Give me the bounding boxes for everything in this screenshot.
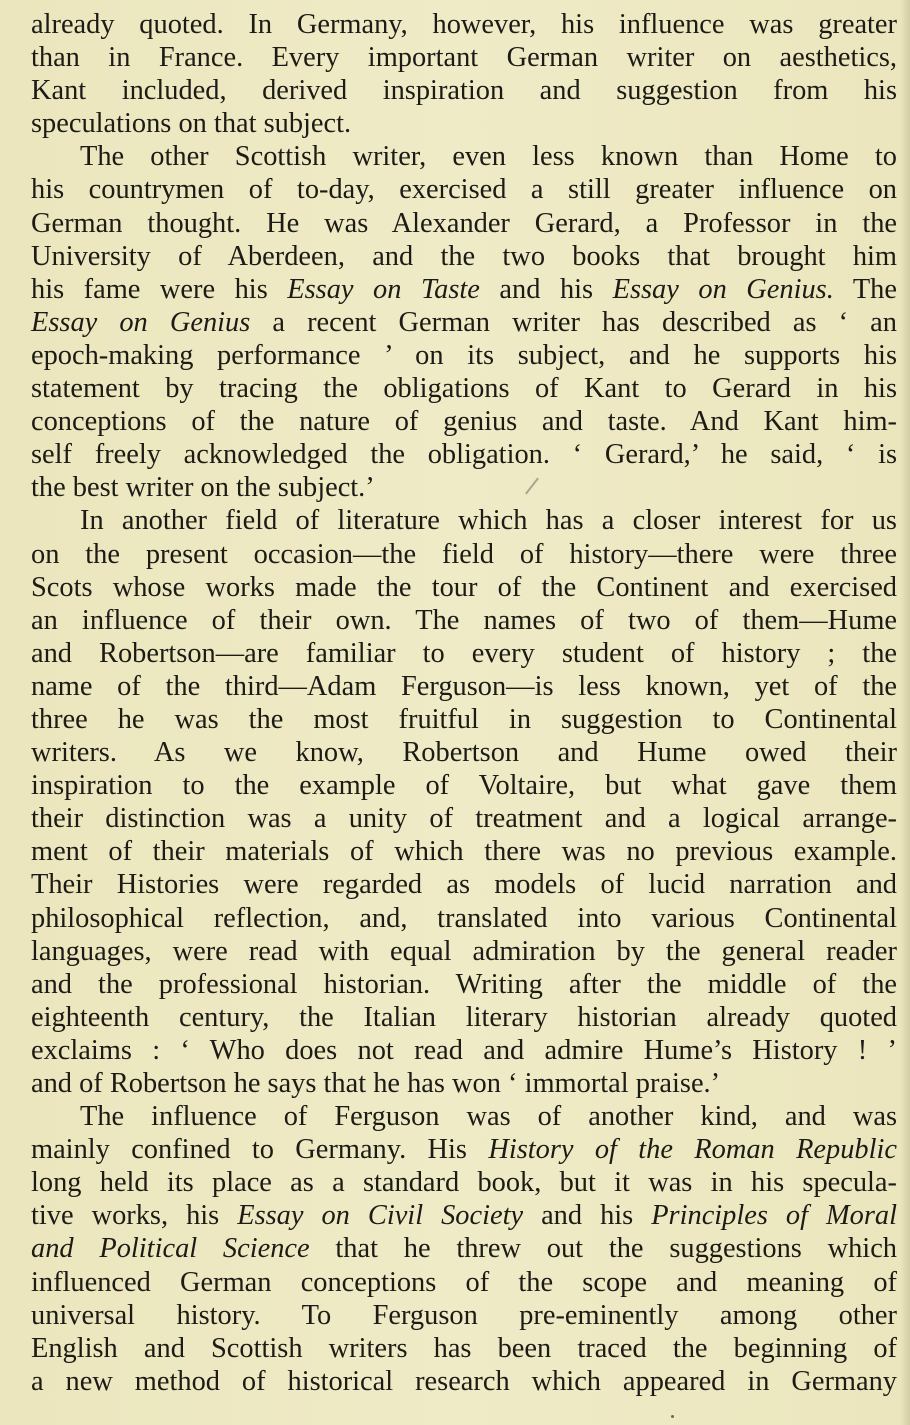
text-line bbox=[31, 703, 897, 736]
text-line bbox=[31, 471, 897, 504]
text-segment: The other Scottish writer, even less known than Home to bbox=[80, 141, 897, 173]
text-line bbox=[31, 835, 897, 868]
text-segment: languages, were read with equal admiration by the general reader bbox=[31, 935, 897, 967]
text-segment: speculations on that subject. bbox=[31, 108, 352, 140]
text-line bbox=[31, 504, 897, 537]
text-segment: exclaims : ‘ Who does not read and admire Hume’s History ! ’ bbox=[31, 1034, 897, 1066]
text-segment: self freely acknowledged the obligation. ‘ Gerard,’ he said, ‘ is bbox=[31, 439, 897, 471]
text-line bbox=[31, 173, 897, 206]
text-line bbox=[31, 1199, 897, 1232]
text-segment: philosophical reflection, and, translated into various Continental bbox=[31, 902, 897, 934]
text-line bbox=[31, 372, 897, 405]
text-segment: The influence of Ferguson was of another kind, and was bbox=[80, 1101, 897, 1133]
text-line bbox=[31, 41, 897, 74]
text-line bbox=[31, 670, 897, 703]
text-line bbox=[31, 1365, 897, 1398]
text-segment: long held its place as a standard book, but it was in his specula- bbox=[31, 1167, 897, 1199]
text-segment: than in France. Every important German writer on aesthetics, bbox=[31, 42, 897, 74]
text-segment: statement by tracing the obligations of Kant to Gerard in his bbox=[31, 373, 897, 405]
text-segment: already quoted. In Germany, however, his influence was greater bbox=[31, 9, 897, 40]
text-line bbox=[31, 438, 897, 471]
text-segment: influenced German conceptions of the scope and meaning of bbox=[31, 1266, 897, 1298]
text-segment: universal history. To Ferguson pre-eminently among other bbox=[31, 1299, 897, 1331]
text-segment: on the present occasion—the field of history—there were three bbox=[31, 538, 897, 570]
text-segment: that he threw out the suggestions which bbox=[309, 1233, 897, 1265]
text-line bbox=[31, 802, 897, 835]
text-segment: tive works, his bbox=[31, 1200, 238, 1232]
text-line bbox=[31, 637, 897, 670]
text-line bbox=[31, 339, 897, 372]
text-segment: eighteenth century, the Italian literary historian already quoted bbox=[31, 1001, 897, 1033]
text-line bbox=[31, 1133, 897, 1166]
text-segment: writers. As we know, Robertson and Hume owed their bbox=[31, 737, 897, 769]
text-segment: and Robertson—are familiar to every student of history ; the bbox=[31, 637, 897, 669]
italic-title: Essay on Genius bbox=[31, 306, 251, 338]
text-segment: and the professional historian. Writing after the middle of the bbox=[31, 968, 897, 1000]
text-line bbox=[31, 1067, 897, 1100]
text-line bbox=[31, 8, 897, 41]
text-segment: German thought. He was Alexander Gerard, a Professor in the bbox=[31, 207, 897, 239]
text-segment: a new method of historical research which appeared in Germany bbox=[31, 1365, 897, 1397]
text-line bbox=[31, 1100, 897, 1133]
italic-title: Essay on Taste bbox=[287, 273, 480, 305]
text-segment: a recent German writer has described as ‘ an bbox=[250, 306, 897, 338]
text-line bbox=[31, 273, 897, 306]
ink-speck bbox=[671, 1415, 674, 1418]
italic-title: Essay on Civil Society bbox=[237, 1200, 524, 1232]
text-segment: the best writer on the subject.’ bbox=[31, 472, 375, 504]
text-line bbox=[31, 571, 897, 604]
page-edge-shadow bbox=[900, 0, 910, 1425]
text-line bbox=[31, 140, 897, 173]
text-segment: mainly confined to Germany. His bbox=[31, 1134, 489, 1166]
text-line bbox=[31, 968, 897, 1001]
italic-title: and Political Science bbox=[31, 1233, 310, 1265]
italic-title: Essay on Genius. bbox=[612, 273, 834, 305]
text-segment: conceptions of the nature of genius and taste. And Kant him- bbox=[31, 406, 897, 438]
text-line bbox=[31, 1034, 897, 1067]
text-segment: and his bbox=[523, 1200, 652, 1232]
text-segment: and of Robertson he says that he has won ‘ immortal praise.’ bbox=[31, 1068, 721, 1099]
text-segment: University of Aberdeen, and the two books that brought him bbox=[31, 240, 897, 272]
text-segment: Kant included, derived inspiration and suggestion from his bbox=[31, 75, 897, 107]
italic-title: Principles of Moral bbox=[651, 1200, 897, 1232]
text-line bbox=[31, 1299, 897, 1332]
text-segment: name of the third—Adam Ferguson—is less known, yet of the bbox=[31, 670, 897, 702]
text-segment: three he was the most fruitful in suggestion to Continental bbox=[31, 703, 897, 735]
text-segment: epoch-making performance ’ on its subject, and he supports his bbox=[31, 339, 897, 371]
text-segment: inspiration to the example of Voltaire, but what gave them bbox=[31, 770, 897, 802]
text-line bbox=[31, 107, 897, 140]
text-line bbox=[31, 1266, 897, 1299]
body-text bbox=[31, 8, 897, 1398]
text-segment: ment of their materials of which there was no previous example. bbox=[31, 836, 897, 868]
text-line bbox=[31, 405, 897, 438]
italic-title: History of the Roman Republic bbox=[488, 1134, 897, 1166]
text-segment: The bbox=[833, 273, 897, 305]
text-line bbox=[31, 538, 897, 571]
text-line bbox=[31, 306, 897, 339]
text-segment: his fame were his bbox=[31, 273, 288, 305]
text-line bbox=[31, 935, 897, 968]
text-line bbox=[31, 736, 897, 769]
text-line bbox=[31, 1332, 897, 1365]
text-line bbox=[31, 868, 897, 901]
text-segment: his countrymen of to-day, exercised a still greater influence on bbox=[31, 174, 897, 206]
text-segment: an influence of their own. The names of two of them—Hume bbox=[31, 604, 897, 636]
text-segment: and his bbox=[479, 273, 613, 305]
text-line bbox=[31, 902, 897, 935]
text-line bbox=[31, 604, 897, 637]
text-line bbox=[31, 74, 897, 107]
text-line bbox=[31, 769, 897, 802]
text-line bbox=[31, 1232, 897, 1265]
text-segment: In another field of literature which has a closer interest for us bbox=[80, 505, 897, 537]
text-segment: Scots whose works made the tour of the Continent and exercised bbox=[31, 571, 897, 603]
text-line bbox=[31, 1166, 897, 1199]
text-segment: their distinction was a unity of treatment and a logical arrange- bbox=[31, 803, 897, 835]
text-line bbox=[31, 1001, 897, 1034]
text-line bbox=[31, 240, 897, 273]
text-segment: English and Scottish writers has been traced the beginning of bbox=[31, 1332, 897, 1364]
text-segment: Their Histories were regarded as models of lucid narration and bbox=[31, 869, 897, 901]
text-line bbox=[31, 207, 897, 240]
